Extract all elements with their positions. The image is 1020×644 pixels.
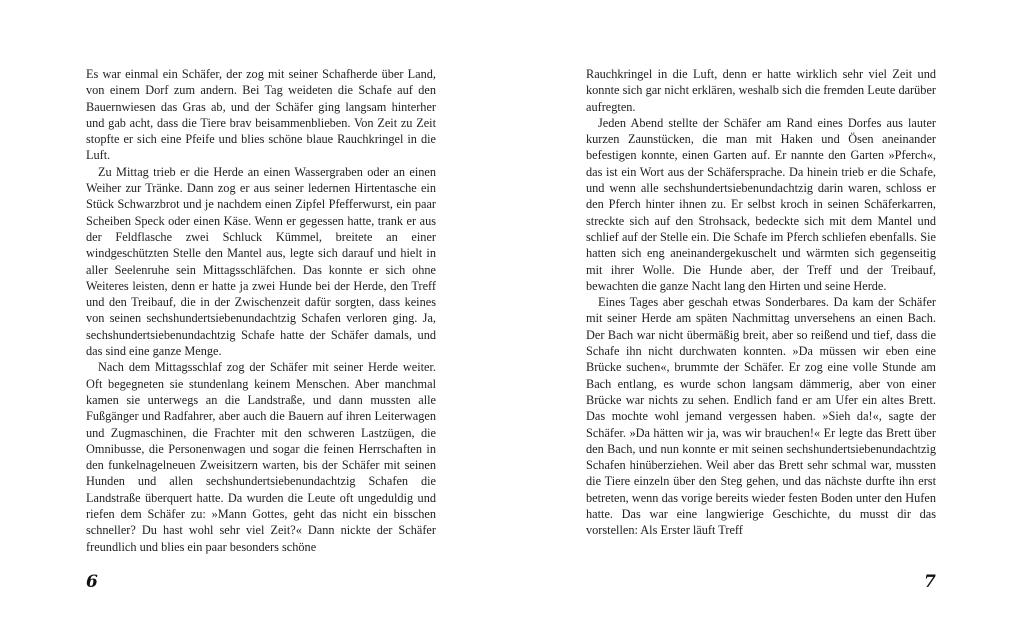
page-number: 7 <box>924 572 936 592</box>
paragraph: Nach dem Mittagsschlaf zog der Schäfer mit seiner Herde weiter. Oft begegneten sie stundenlang keinem Menschen. Aber manchmal kamen sie unterwegs an die Landstraße, und dann mussten alle Fußgänger und Radfahrer, aber auch die Bauern auf ihren Leiterwagen und Zugmaschinen, die Frachter mit den schweren Lastzügen, die Omnibusse, die Personenwagen und sogar die feinen Herrschaften in den funkelnagelneuen Zweisitzern warten, bis der Schäfer mit seinen Hunden und allen sechshundertsiebenundachtzig Schafen die Landstraße überquert hatte. Da wurden die Leute oft ungeduldig und riefen dem Schäfer zu: »Mann Gottes, geht das nicht ein bisschen schneller? Du hast wohl sehr viel Zeit?« Dann nickte der Schäfer freundlich und blies ein paar besonders schöne <box>86 360 436 554</box>
paragraph: Eines Tages aber geschah etwas Sonderbares. Da kam der Schäfer mit seiner Herde am späten Nachmittag unversehens an einen Bach. Der Bach war nicht übermäßig breit, aber so reißend und tief, dass die Schafe ihn nicht durchwaten konnten. »Da müssen wir eben eine Brücke suchen«, brummte der Schäfer. Er zog eine volle Stunde am Bach entlang, es wurde schon langsam dämmerig, aber von einer Brücke war nichts zu sehen. Endlich fand er am Ufer ein altes Brett. Das mochte wohl jemand vergessen haben. »Sieh da!«, sagte der Schäfer. »Da hätten wir ja, was wir brauchen!« Er legte das Brett über den Bach, und nun konnte er mit seinen sechshundertsiebenundachtzig Schafen hinüberziehen. Weil aber das Brett sehr schmal war, mussten die Tiere einzeln über den Steg gehen, und das nächste durfte ihn erst betreten, wenn das vorige bereits wieder festen Boden unter den Hufen hatte. Das war eine langwierige Geschichte, du musst dir das vorstellen: Als Erster läuft Treff <box>586 295 936 538</box>
page-number: 6 <box>86 572 98 592</box>
right-page-text <box>586 66 936 539</box>
paragraph: Rauchkringel in die Luft, denn er hatte wirklich sehr viel Zeit und konnte sich gar nicht erklären, weshalb sich die fremden Leute darüber aufregten. <box>586 67 936 114</box>
right-page <box>510 0 1020 644</box>
paragraph: Zu Mittag trieb er die Herde an einen Wassergraben oder an einen Weiher zur Tränke. Dann zog er aus seiner ledernen Hirtentasche ein Stück Schwarzbrot und je nachdem einen Zipfel Pfefferwurst, ein paar Scheiben Speck oder einen Käse. Wenn er gegessen hatte, trank er aus der Feldflasche zwei Schluck Kümmel, breitete an einer windgeschützten Stelle den Mantel aus, legte sich darauf und hielt in aller Seelenruhe sein Mittagsschläfchen. Das konnte er sich ohne Weiteres leisten, denn er hatte ja zwei Hunde bei der Herde, den Treff und den Treibauf, die in der Zwischenzeit dafür sorgten, dass keines von seinen sechshundertsiebenundachtzig Schafen verloren ging. Ja, sechshundertsiebenundachtzig Schafe hatte der Schäfer damals, und das sind eine ganze Menge. <box>86 164 436 359</box>
paragraph: Es war einmal ein Schäfer, der zog mit seiner Schafherde über Land, von einem Dorf zum andern. Bei Tag weideten die Schafe auf den Bauernwiesen das Gras ab, und der Schäfer ging langsam hinterher und gab acht, dass die Tiere brav beisammenblieben. Von Zeit zu Zeit stopfte er sich eine Pfeife und blies schöne blaue Rauchkringel in die Luft. <box>86 67 436 163</box>
left-page-text <box>86 66 436 555</box>
paragraph: Jeden Abend stellte der Schäfer am Rand eines Dorfes aus lauter kurzen Zaunstücken, die man mit Haken und Ösen aneinander befestigen konnte, einen Garten auf. Er nannte den Garten »Pferch«, das ist ein Wort aus der Schäfersprache. Da hinein trieb er die Schafe, und wenn alle sechshundertsiebenundachtzig darin waren, schloss er den Pferch hinter ihnen zu. Er selbst kroch in seinen Schäferkarren, streckte sich auf den Strohsack, bedeckte sich mit dem Mantel und schlief auf der Stelle ein. Die Schafe im Pferch schliefen ebenfalls. Sie hatten sich eng aneinandergekuschelt und wärmten sich gegenseitig mit ihrer Wolle. Die Hunde aber, der Treff und der Treibauf, bewachten die ganze Nacht lang den Hirten und seine Herde. <box>586 115 936 293</box>
